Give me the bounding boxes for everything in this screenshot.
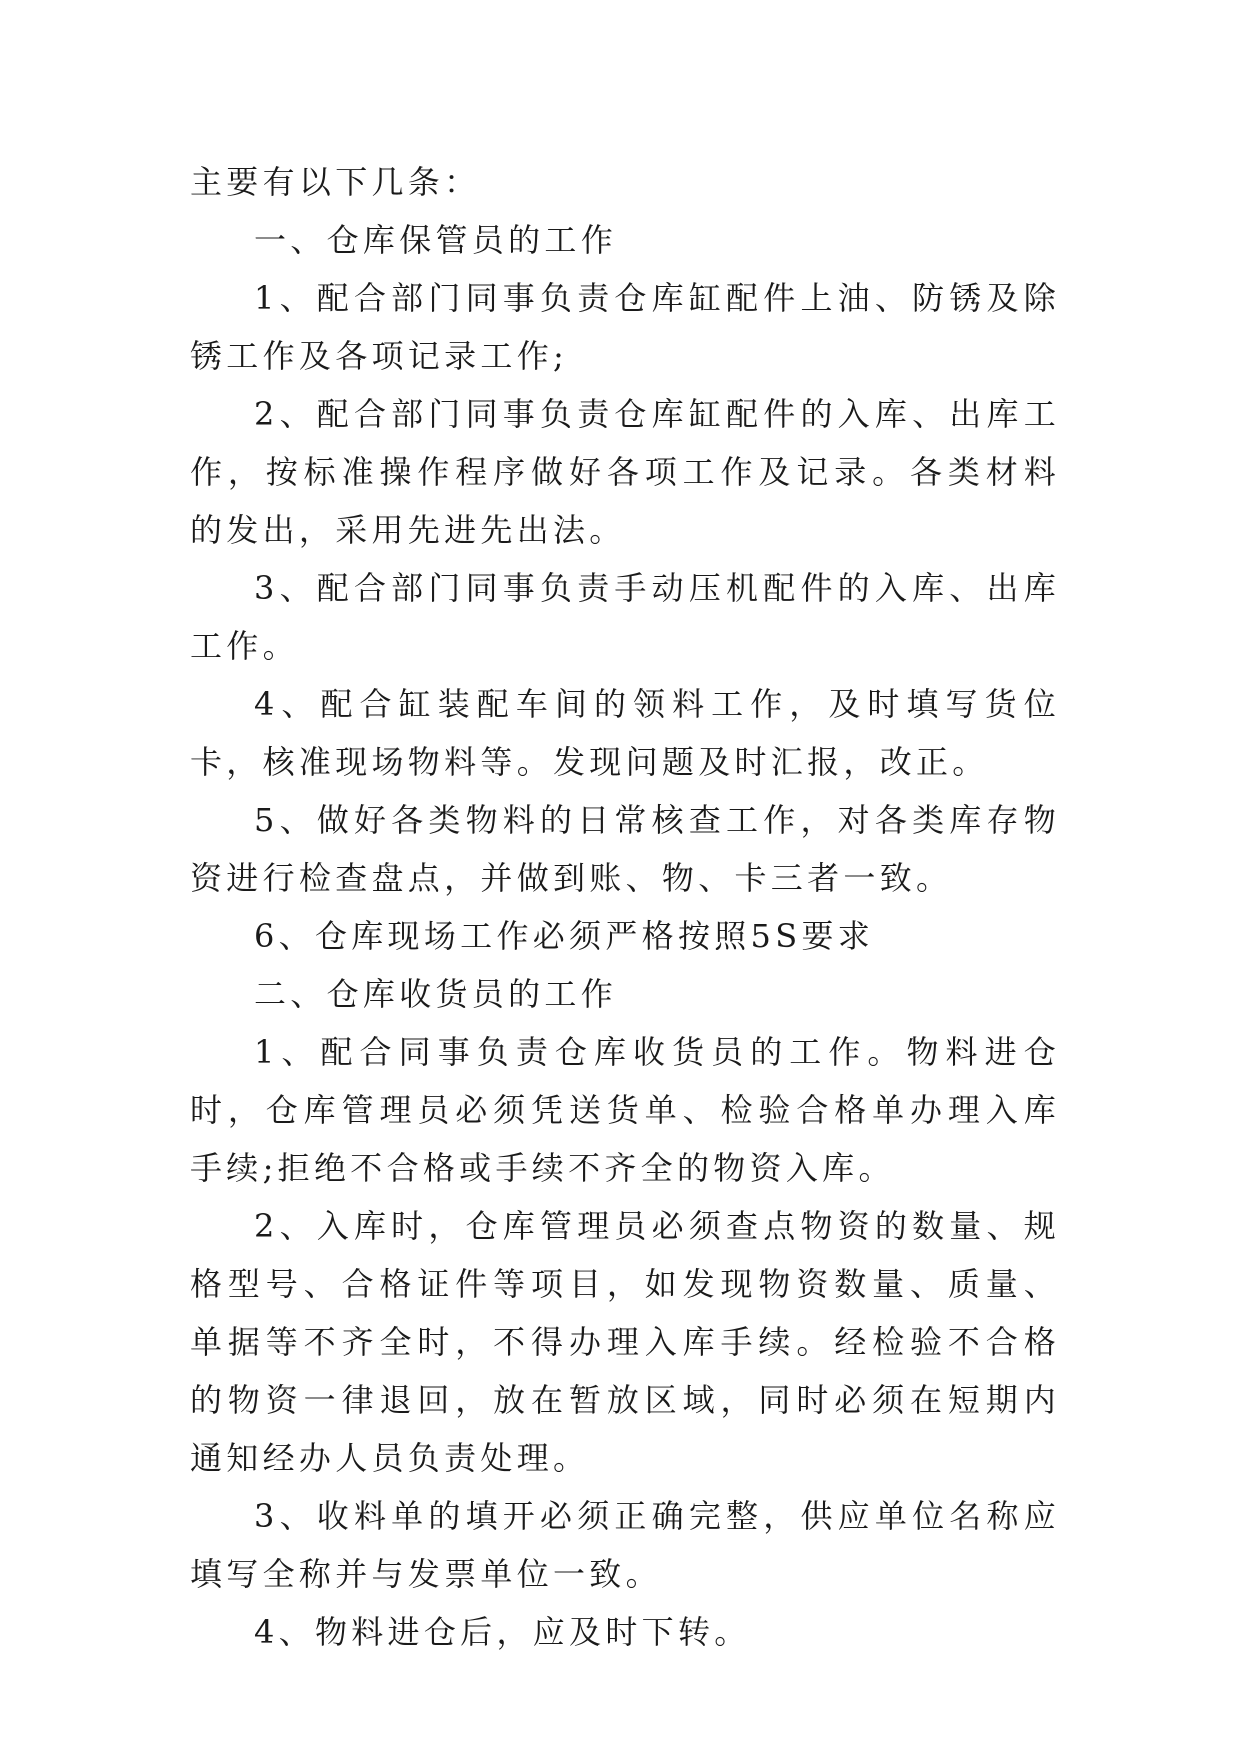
keeper-item-2: 2、配合部门同事负责仓库缸配件的入库、出库工作，按标准操作程序做好各项工作及记录。各类材料的发出，采用先进先出法。 [190,395,1060,549]
receiver-item-3: 3、收料单的填开必须正确完整，供应单位名称应填写全称并与发票单位一致。 [190,1497,1060,1593]
keeper-item-6: 6、仓库现场工作必须严格按照5S要求 [254,917,875,955]
receiver-item-4: 4、物料进仓后，应及时下转。 [254,1613,751,1651]
section-heading-keeper: 一、仓库保管员的工作 [254,221,618,259]
receiver-item-2: 2、入库时，仓库管理员必须查点物资的数量、规格型号、合格证件等项目，如发现物资数量、质量、单据等不齐全时，不得办理入库手续。经检验不合格的物资一律退回，放在暂放区域，同时必须在短期内通知经办人员负责处理。 [190,1207,1060,1477]
keeper-item-1: 1、配合部门同事负责仓库缸配件上油、防锈及除锈工作及各项记录工作; [190,279,1060,375]
section-heading-receiver: 二、仓库收货员的工作 [254,975,618,1013]
receiver-item-1: 1、配合同事负责仓库收货员的工作。物料进仓时，仓库管理员必须凭送货单、检验合格单办理入库手续;拒绝不合格或手续不齐全的物资入库。 [190,1033,1060,1187]
document-body [190,153,1060,1661]
keeper-item-4: 4、配合缸装配车间的领料工作，及时填写货位卡，核准现场物料等。发现问题及时汇报，改正。 [190,685,1060,781]
intro-paragraph: 主要有以下几条： [190,163,481,201]
keeper-item-3: 3、配合部门同事负责手动压机配件的入库、出库工作。 [190,569,1060,665]
keeper-item-5: 5、做好各类物料的日常核查工作，对各类库存物资进行检查盘点，并做到账、物、卡三者一致。 [190,801,1060,897]
